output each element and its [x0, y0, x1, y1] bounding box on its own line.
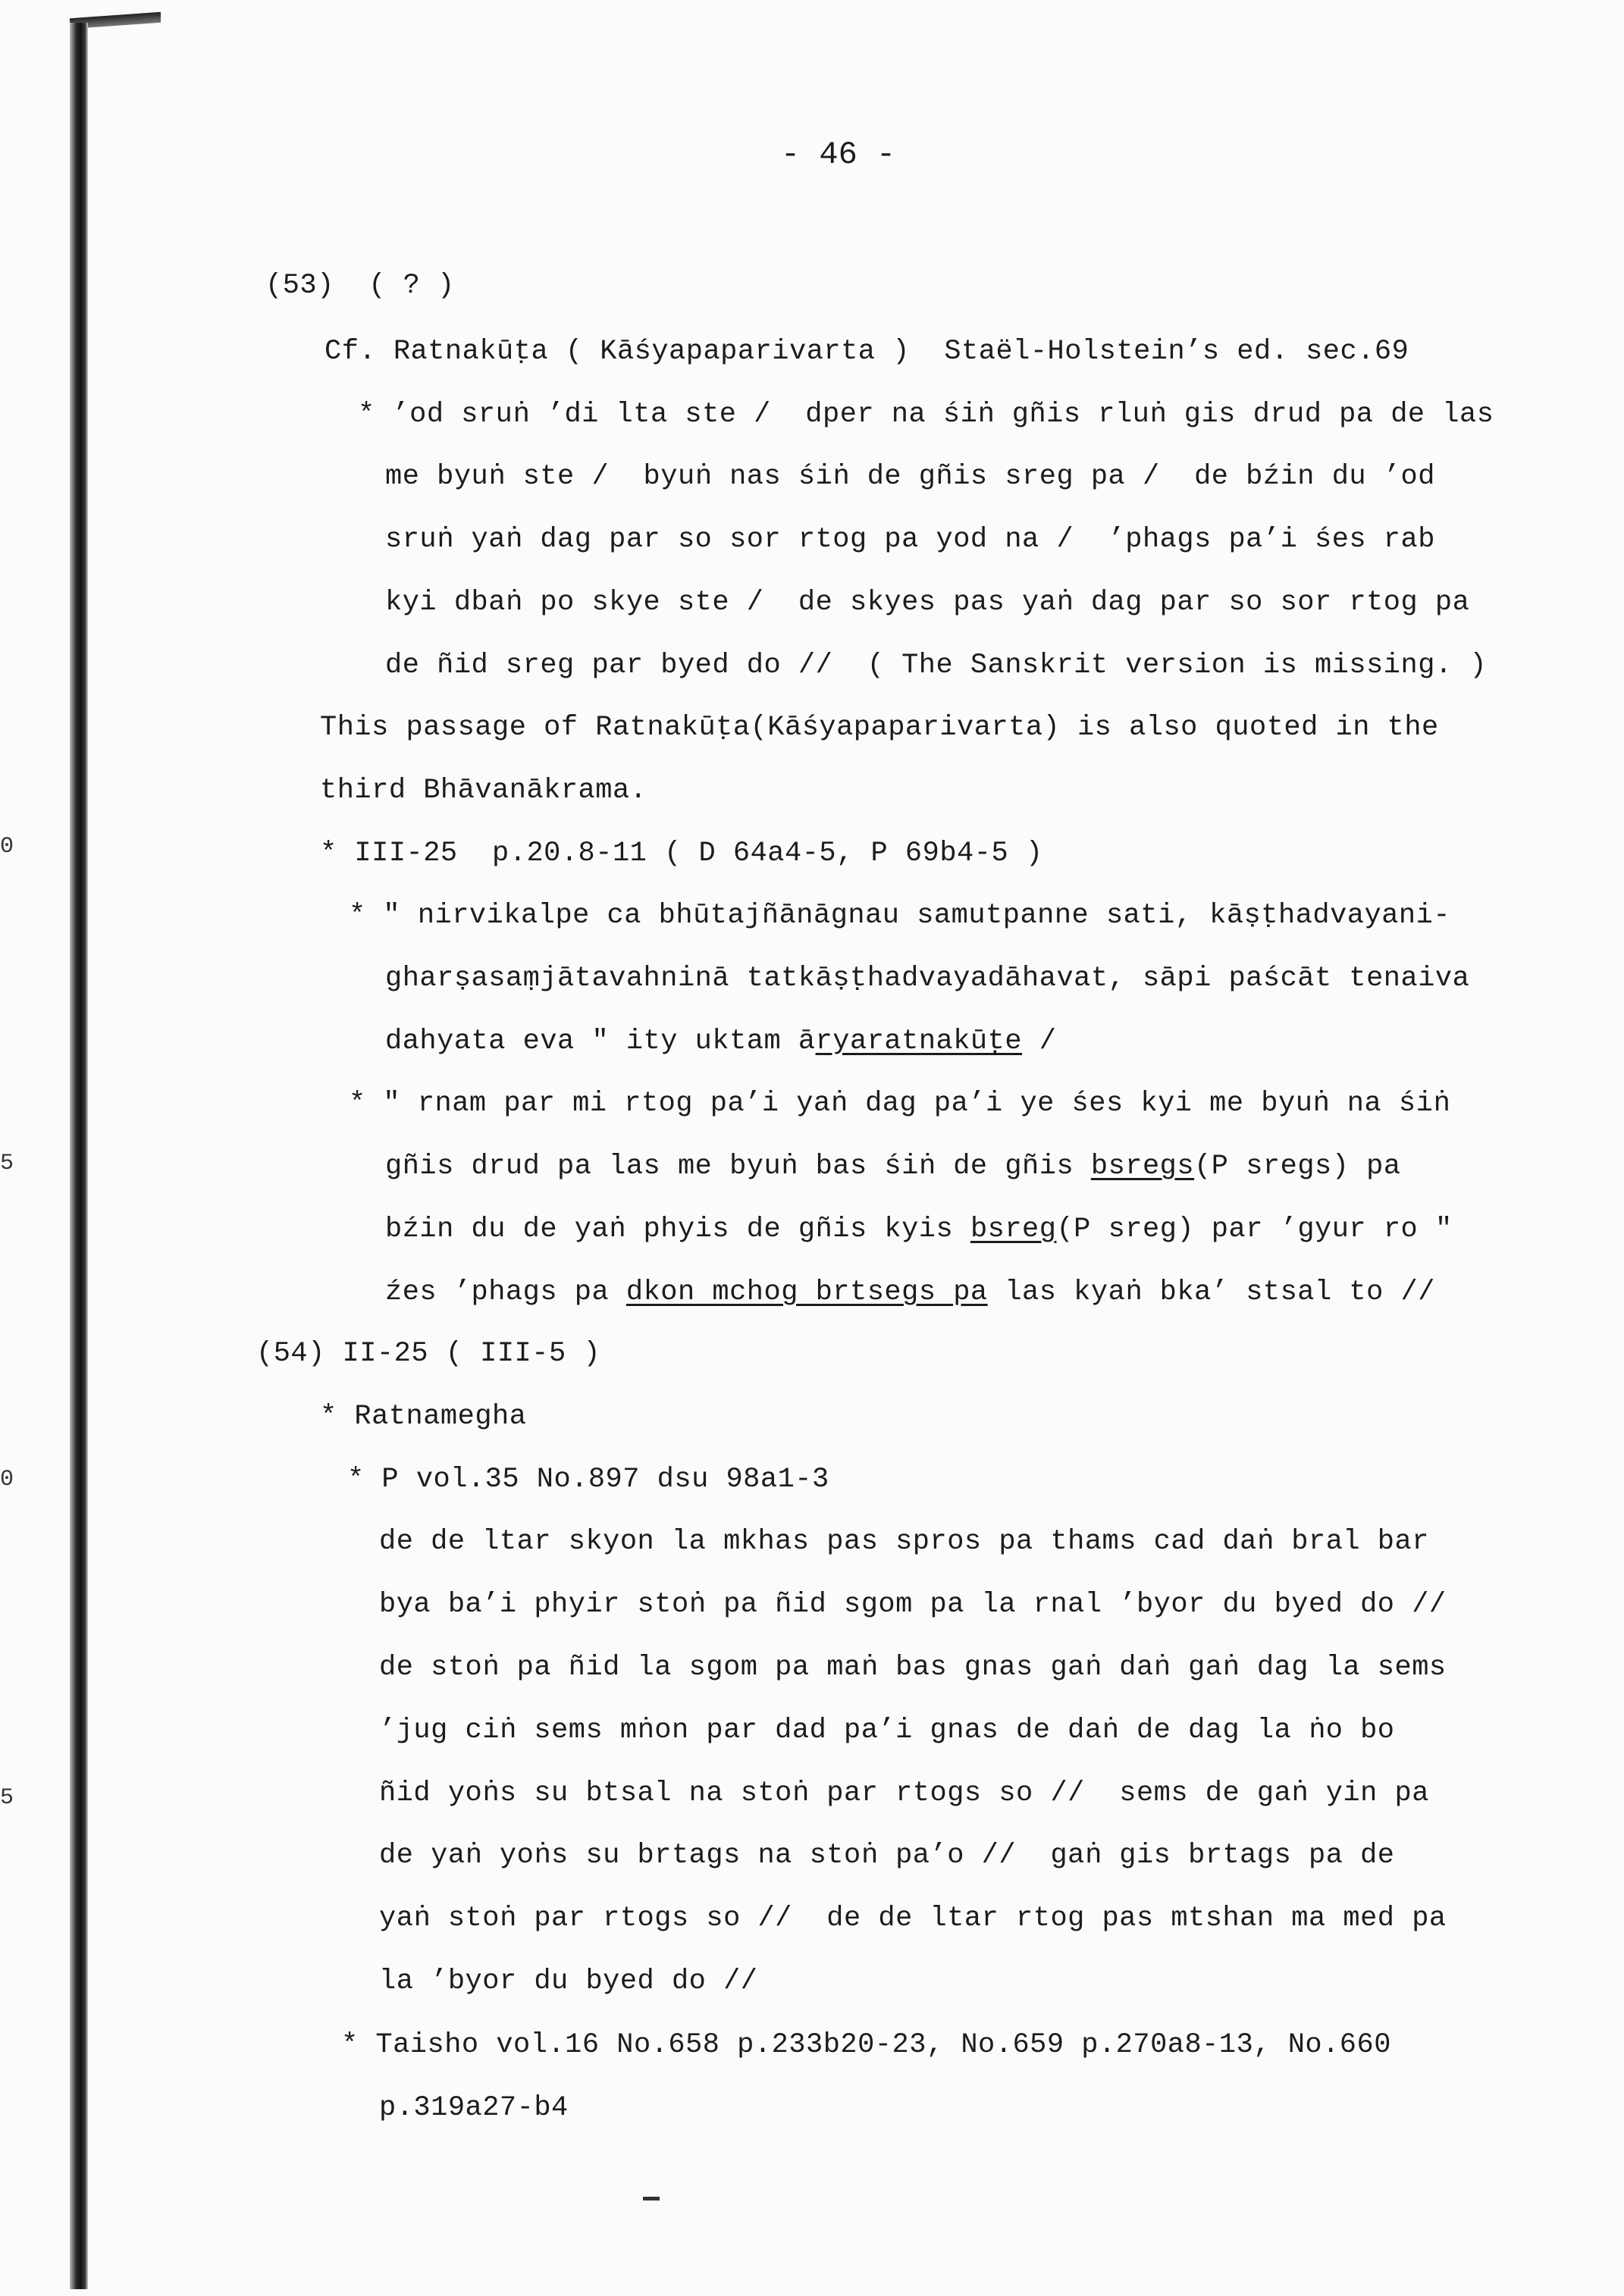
section-heading-53: (53) ( ? ) [265, 270, 455, 302]
text-line: la ’byor du byed do // [379, 1966, 758, 1997]
text-line: gñis drud pa las me byuṅ bas śiṅ de gñis bsregs(P sregs) pa [385, 1151, 1401, 1182]
binding-edge [70, 23, 88, 2289]
text-line: gharṣasaṃjātavahninā tatkāṣṭhadvayadāhavat, sāpi paścāt tenaiva [385, 963, 1470, 995]
margin-mark: 5 [0, 1785, 14, 1811]
text-line: sruṅ yaṅ dag par so sor rtog pa yod na / ’phags pa’i śes rab [385, 524, 1435, 556]
text-line: de yaṅ yoṅs su brtags na stoṅ pa’o // gaṅ gis brtags pa de [379, 1840, 1395, 1872]
margin-mark: 5 [0, 1151, 14, 1176]
text-line: * " nirvikalpe ca bhūtajñānāgnau samutpanne sati, kāṣṭhadvayani- [349, 900, 1451, 932]
text-line: źes ’phags pa dkon mchog brtsegs pa las kyaṅ bka’ stsal to // [385, 1276, 1435, 1308]
section-heading-54: (54) II-25 ( III-5 ) [256, 1338, 601, 1370]
text-line: * Taisho vol.16 No.658 p.233b20-23, No.659 p.270a8-13, No.660 [341, 2029, 1391, 2061]
margin-mark: 0 [0, 834, 14, 860]
text-line: dahyata eva " ity uktam āryaratnakūṭe / [385, 1026, 1057, 1057]
underlined-term: dkon mchog brtsegs pa [625, 1276, 988, 1308]
underlined-term: ryaratnakūṭe [815, 1026, 1023, 1057]
footer-dash [643, 2197, 660, 2200]
text-line: * III-25 p.20.8-11 ( D 64a4-5, P 69b4-5 ) [320, 838, 1043, 869]
text-line: bya ba’i phyir stoṅ pa ñid sgom pa la rnal ’byor du byed do // [379, 1589, 1447, 1621]
margin-mark: 0 [0, 1467, 14, 1493]
page-number: - 46 - [781, 136, 896, 173]
text-line: ’jug ciṅ sems mṅon par dad pa’i gnas de daṅ de dag la ṅo bo [379, 1715, 1395, 1746]
text-line: * P vol.35 No.897 dsu 98a1-3 [347, 1464, 829, 1496]
text-line: This passage of Ratnakūṭa(Kāśyapaparivarta) is also quoted in the [320, 712, 1439, 744]
underlined-term: bsregs [1090, 1151, 1195, 1182]
text-line: bźin du de yaṅ phyis de gñis kyis bsreg(P sreg) par ’gyur ro " [385, 1214, 1453, 1245]
text-line: yaṅ stoṅ par rtogs so // de de ltar rtog pas mtshan ma med pa [379, 1903, 1447, 1934]
text-line: third Bhāvanākrama. [320, 775, 647, 807]
text-line: p.319a27-b4 [379, 2092, 569, 2124]
text-line: de stoṅ pa ñid la sgom pa maṅ bas gnas gaṅ daṅ gaṅ dag la sems [379, 1652, 1447, 1684]
text-line: * Ratnamegha [320, 1401, 527, 1433]
text-line: kyi dbaṅ po skye ste / de skyes pas yaṅ dag par so sor rtog pa [385, 587, 1470, 619]
text-line: * ’od sruṅ ’di lta ste / dper na śiṅ gñis rluṅ gis drud pa de las [358, 399, 1494, 431]
text-line: de ñid sreg par byed do // ( The Sanskrit version is missing. ) [385, 650, 1488, 681]
text-line: ñid yoṅs su btsal na stoṅ par rtogs so // sems de gaṅ yin pa [379, 1778, 1429, 1809]
underlined-term: bsreg [970, 1214, 1057, 1245]
text-line: * " rnam par mi rtog pa’i yaṅ dag pa’i ye śes kyi me byuṅ na śiṅ [349, 1088, 1451, 1120]
text-line: de de ltar skyon la mkhas pas spros pa thams cad daṅ bral bar [379, 1526, 1429, 1558]
text-line: Cf. Ratnakūṭa ( Kāśyapaparivarta ) Staël-Holstein’s ed. sec.69 [324, 336, 1409, 368]
text-line: me byuṅ ste / byuṅ nas śiṅ de gñis sreg pa / de bźin du ’od [385, 461, 1435, 493]
